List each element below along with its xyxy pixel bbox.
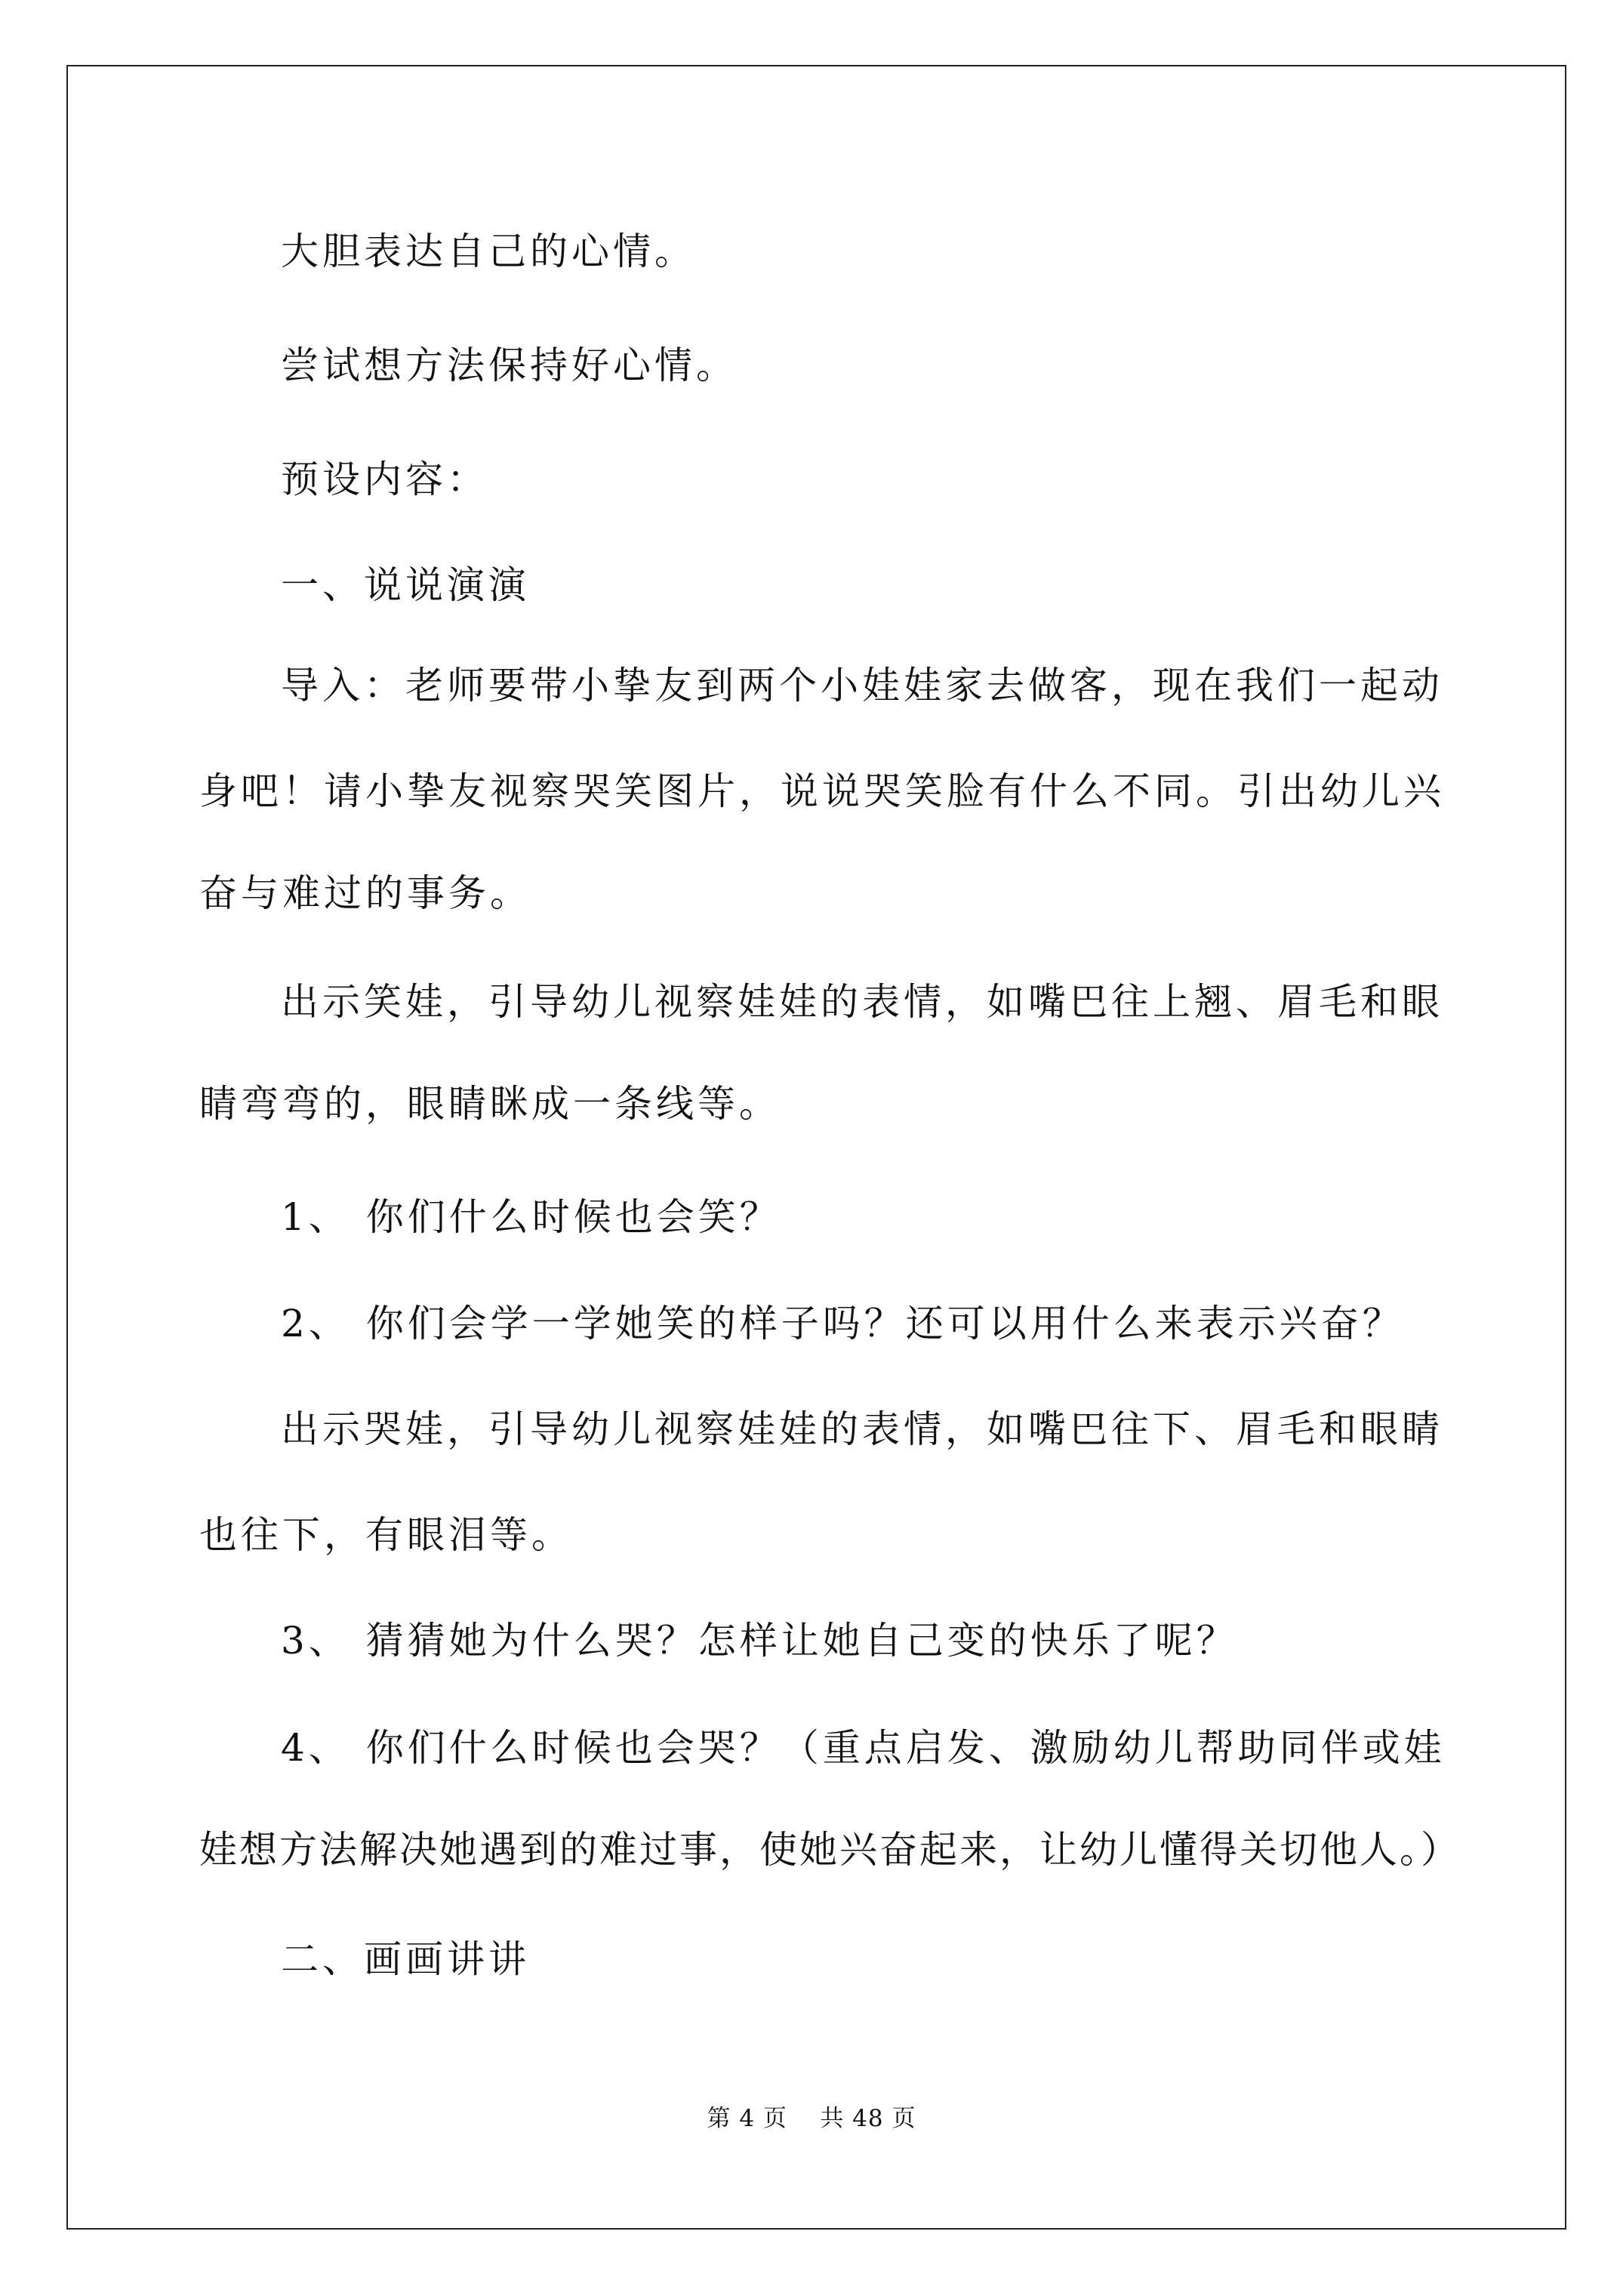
text-line: 也往下，有眼泪等。 [199,1513,573,1557]
page-number-footer: 第 4 页 共 48 页 [707,2105,916,2132]
section-heading: 一、说说演演 [281,563,530,607]
text-line: 睛弯弯的，眼睛眯成一条线等。 [199,1082,781,1126]
section-heading: 二、画画讲讲 [281,1937,530,1981]
text-line: 尝试想方法保持好心情。 [281,344,738,387]
text-line: 身吧！请小挚友视察哭笑图片，说说哭笑脸有什么不同。引出幼儿兴 [199,769,1445,813]
text-line: 预设内容： [281,458,488,501]
page-border [66,65,1566,2230]
text-line: 奋与难过的事务。 [199,871,531,915]
text-line: 出示哭娃，引导幼儿视察娃娃的表情，如嘴巴往下、眉毛和眼睛 [281,1407,1443,1451]
text-line: 娃想方法解决她遇到的难过事，使她兴奋起来，让幼儿懂得关切他人。） [199,1828,1461,1872]
text-line: 出示笑娃，引导幼儿视察娃娃的表情，如嘴巴往上翘、眉毛和眼 [281,980,1443,1024]
list-item: 1、 你们什么时候也会笑？ [281,1195,781,1239]
list-item: 3、 猜猜她为什么哭？怎样让她自己变的快乐了呢？ [281,1619,1238,1663]
list-item: 2、 你们会学一学她笑的样子吗？还可以用什么来表示兴奋？ [281,1302,1404,1345]
text-line: 大胆表达自己的心情。 [281,230,696,273]
text-line: 导入：老师要带小挚友到两个小娃娃家去做客，现在我们一起动 [281,664,1443,707]
list-item: 4、 你们什么时候也会哭？（重点启发、激励幼儿帮助同伴或娃 [281,1726,1446,1770]
